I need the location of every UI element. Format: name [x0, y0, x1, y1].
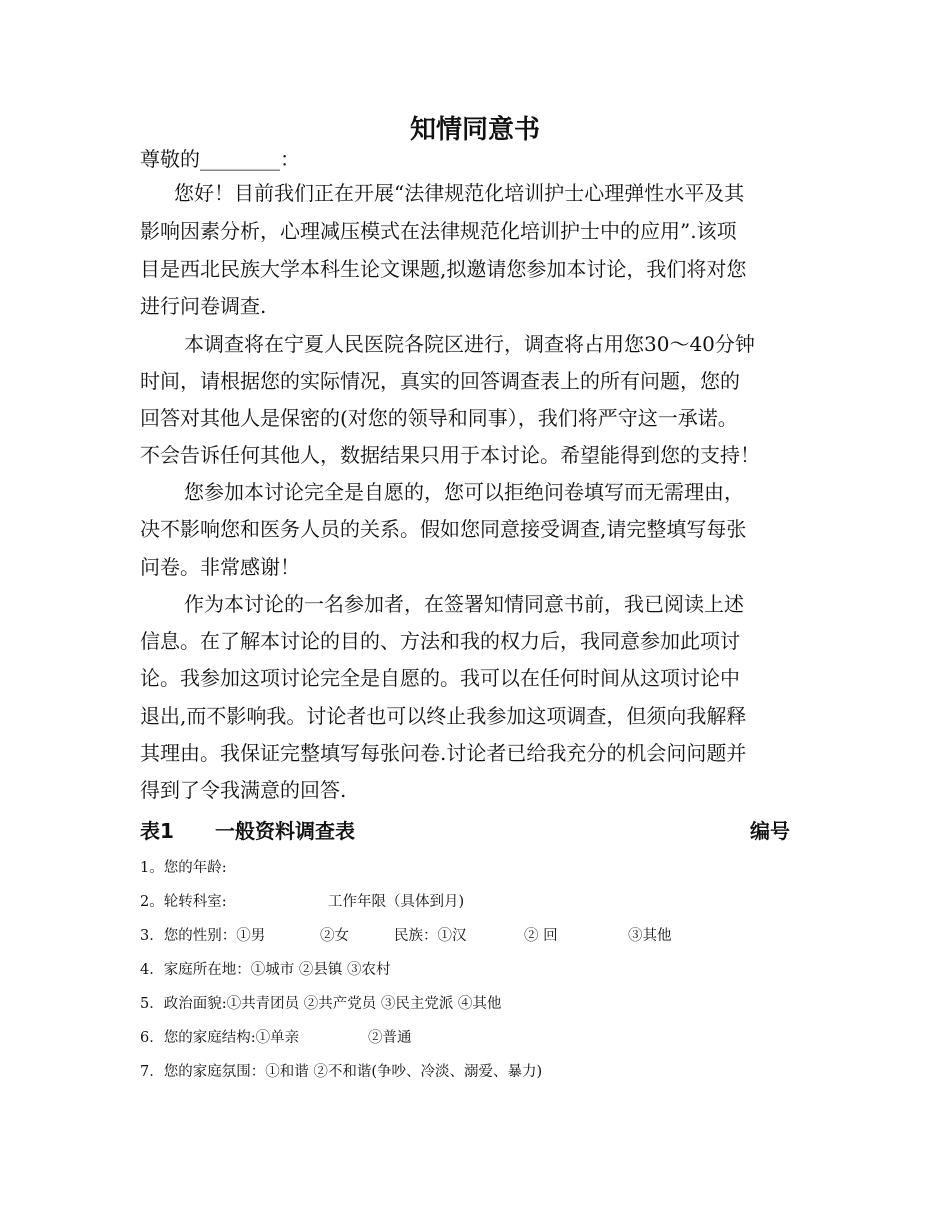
paragraph-2-line-2: 时间，请根据您的实际情况，真实的回答调查表上的所有问题，您的 [140, 369, 740, 393]
question-2-extra: 工作年限（具体到月) [328, 894, 465, 910]
question-1-text: 1。您的年龄: [140, 860, 227, 876]
question-3-ethnic-option-3: ③其他 [628, 928, 672, 944]
paragraph-3-line-2: 决不影响您和医务人员的关系。假如您同意接受调查,请完整填写每张 [140, 517, 747, 541]
question-3-ethnic: 民族：①汉 [394, 928, 467, 944]
question-2-text: 2。轮转科室: [140, 894, 227, 910]
paragraph-3-line-1: 您参加本讨论完全是自愿的，您可以拒绝问卷填写而无需理由， [184, 480, 744, 504]
paragraph-4-line-2: 信息。在了解本讨论的目的、方法和我的权力后，我同意参加此项讨 [140, 629, 740, 653]
paragraph-4-line-6: 得到了令我满意的回答. [140, 778, 347, 802]
paragraph-2-line-1: 本调查将在宁夏人民医院各院区进行，调查将占用您30～40分钟 [184, 332, 755, 356]
table-label: 表1 [140, 819, 174, 843]
paragraph-3-line-3: 问卷。非常感谢！ [140, 555, 300, 579]
question-3-option-female: ②女 [320, 928, 349, 944]
paragraph-1-line-1: 您好！目前我们正在开展“法律规范化培训护士心理弹性水平及其 [174, 181, 745, 205]
table-number-label: 编号 [750, 819, 790, 843]
paragraph-1-line-3: 目是西北民族大学本科生论文课题,拟邀请您参加本讨论，我们将对您 [140, 257, 747, 281]
salutation: 尊敬的________： [140, 147, 300, 171]
paragraph-4-line-4: 退出,而不影响我。讨论者也可以终止我参加这项调查，但须向我解释 [140, 704, 747, 728]
question-6-option-2: ②普通 [368, 1030, 412, 1046]
question-3-ethnic-option-2: ② 回 [524, 928, 558, 944]
paragraph-4-line-1: 作为本讨论的一名参加者，在签署知情同意书前，我已阅读上述 [184, 592, 744, 616]
question-5-text: 5．政治面貌:①共青团员 ②共产党员 ③民主党派 ④其他 [140, 996, 502, 1012]
question-3-text: 3．您的性别：①男 [140, 928, 266, 944]
question-4-text: 4．家庭所在地：①城市 ②县镇 ③农村 [140, 962, 391, 978]
paragraph-4-line-3: 论。我参加这项讨论完全是自愿的。我可以在任何时间从这项讨论中 [140, 666, 740, 690]
paragraph-1-line-4: 进行问卷调查. [140, 294, 267, 318]
table-caption: 一般资料调查表 [215, 819, 355, 843]
question-7-text: 7．您的家庭氛围：①和谐 ②不和谐(争吵、冷淡、溺爱、暴力) [140, 1064, 543, 1080]
paragraph-4-line-5: 其理由。我保证完整填写每张问卷.讨论者已给我充分的机会问问题并 [140, 741, 747, 765]
paragraph-2-line-4: 不会告诉任何其他人，数据结果只用于本讨论。希望能得到您的支持！ [140, 443, 760, 467]
paragraph-1-line-2: 影响因素分析，心理减压模式在法律规范化培训护士中的应用”.该项 [140, 219, 737, 243]
table-header [140, 816, 790, 846]
page-title: 知情同意书 [409, 115, 540, 145]
paragraph-2-line-3: 回答对其他人是保密的(对您的领导和同事），我们将严守这一承诺。 [140, 406, 738, 430]
question-6-text: 6．您的家庭结构:①单亲 [140, 1030, 300, 1046]
